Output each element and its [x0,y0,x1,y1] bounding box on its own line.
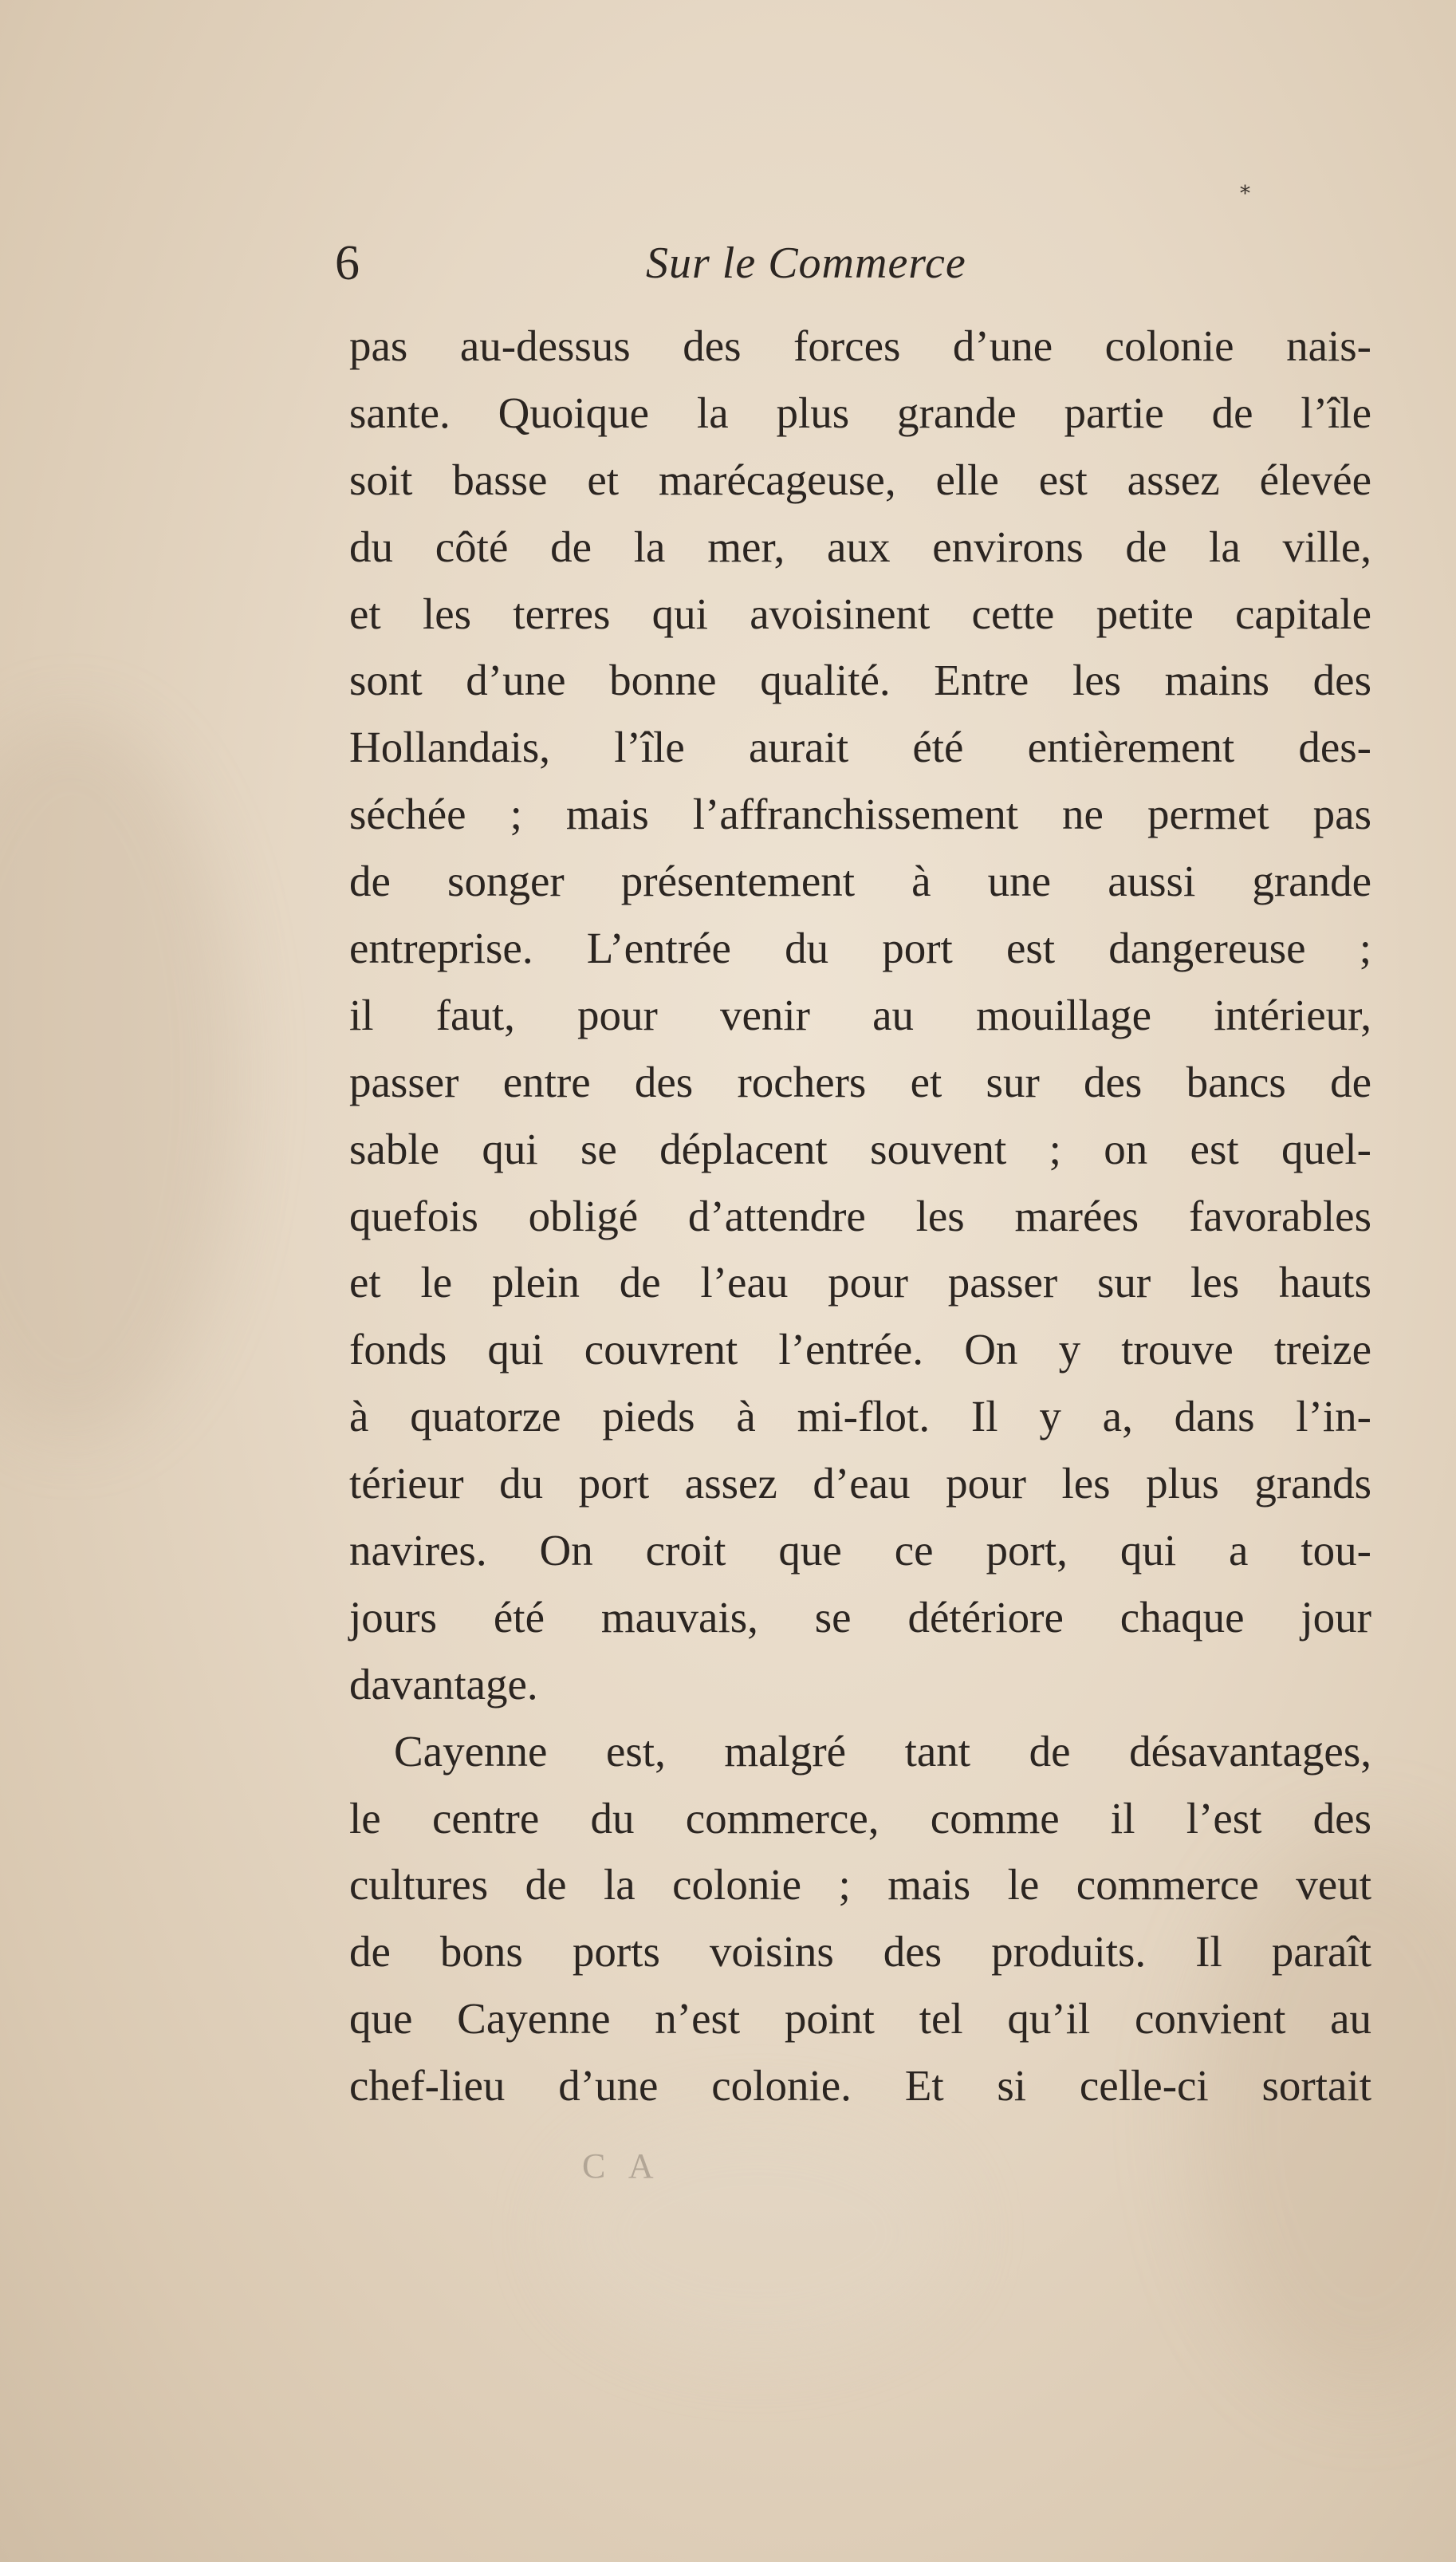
text-line: de bons ports voisins des produits. Il paraît [349,1927,1371,1977]
text-line: il faut, pour venir au mouillage intérieur, [349,990,1371,1039]
signature-mark: C A [582,2146,662,2186]
printer-mark: * [1240,182,1250,206]
text-line: et le plein de l’eau pour passer sur les hauts [349,1258,1371,1307]
text-line: jours été mauvais, se détériore chaque jour [349,1592,1371,1642]
text-line: chef-lieu d’une colonie. Et si celle-ci sortait [349,2061,1371,2111]
text-line: davantage. [349,1659,538,1709]
running-head: Sur le Commerce [646,238,966,288]
text-line: sante. Quoique la plus grande partie de l’île [349,388,1371,437]
text-line: quefois obligé d’attendre les marées favorables [349,1191,1371,1240]
text-line: pas au-dessus des forces d’une colonie nais- [349,321,1371,370]
text-line: navires. On croit que ce port, qui a tou- [349,1526,1371,1575]
paper-stain [0,718,239,1436]
text-line: de songer présentement à une aussi grande [349,857,1371,906]
text-line: térieur du port assez d’eau pour les plus grands [349,1459,1371,1508]
text-line: Cayenne est, malgré tant de désavantages, [394,1726,1371,1776]
text-line: le centre du commerce, comme il l’est des [349,1793,1371,1843]
body-text [349,313,1371,2119]
text-line: soit basse et marécageuse, elle est assez élevée [349,455,1371,504]
page-number: 6 [335,236,360,290]
text-line: Hollandais, l’île aurait été entièrement des- [349,723,1371,772]
text-line: sont d’une bonne qualité. Entre les mains des [349,656,1371,705]
text-line: du côté de la mer, aux environs de la ville, [349,522,1371,571]
text-line: séchée ; mais l’affranchissement ne permet pas [349,790,1371,839]
page-header [335,231,1132,295]
text-line: sable qui se déplacent souvent ; on est quel- [349,1124,1371,1173]
text-line: entreprise. L’entrée du port est dangereuse ; [349,924,1371,973]
text-line: cultures de la colonie ; mais le commerce veut [349,1860,1371,1910]
text-line: et les terres qui avoisinent cette petite capitale [349,589,1371,638]
text-line: que Cayenne n’est point tel qu’il convient au [349,1994,1371,2044]
text-line: à quatorze pieds à mi-flot. Il y a, dans l’in- [349,1392,1371,1441]
text-line: fonds qui couvrent l’entrée. On y trouve treize [349,1325,1371,1374]
text-line: passer entre des rochers et sur des bancs de [349,1057,1371,1106]
